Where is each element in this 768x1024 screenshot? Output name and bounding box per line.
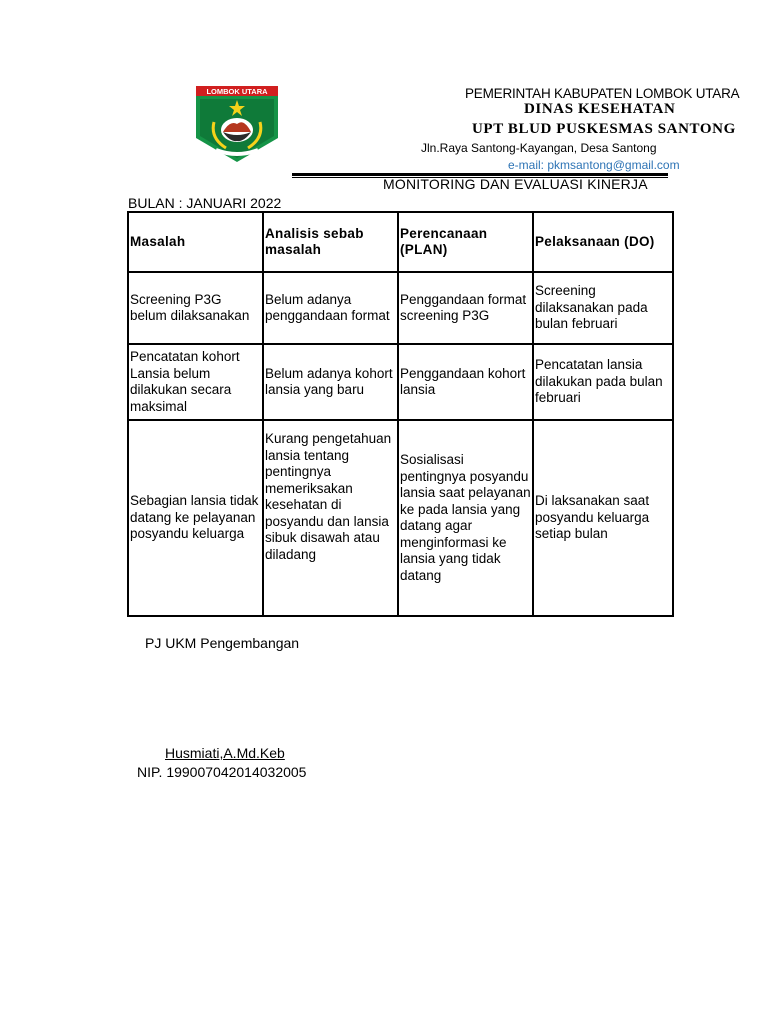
table-cell: Sosialisasi pentingnya posyandu lansia saat pelayanan ke pada lansia yang datang agar menginformasi ke lansia yang tidak datang xyxy=(398,420,533,616)
logo-lettering: LOMBOK UTARA xyxy=(206,87,268,96)
table-cell: Sebagian lansia tidak datang ke pelayanan posyandu keluarga xyxy=(128,420,263,616)
header-analisis: Analisis sebab masalah xyxy=(263,212,398,272)
table-row xyxy=(128,272,673,344)
signatory-nip: NIP. 199007042014032005 xyxy=(137,764,307,780)
lombok-utara-emblem-icon xyxy=(196,86,278,162)
signatory-role: PJ UKM Pengembangan xyxy=(145,635,300,651)
table-cell: Pencatatan kohort Lansia belum dilakukan secara maksimal xyxy=(128,344,263,420)
signatory-name: Husmiati,A.Md.Keb xyxy=(165,745,285,761)
email: e-mail: pkmsantong@gmail.com xyxy=(508,158,680,172)
government-name: PEMERINTAH KABUPATEN LOMBOK UTARA xyxy=(465,86,740,101)
monitoring-table xyxy=(127,211,674,617)
document-title: MONITORING DAN EVALUASI KINERJA xyxy=(383,176,648,192)
unit-name: UPT BLUD PUSKESMAS SANTONG xyxy=(472,121,736,137)
table-cell: Screening dilaksanakan pada bulan februari xyxy=(533,272,673,344)
table-cell: Belum adanya kohort lansia yang baru xyxy=(263,344,398,420)
table-cell: Pencatatan lansia dilakukan pada bulan februari xyxy=(533,344,673,420)
table-row xyxy=(128,344,673,420)
address: Jln.Raya Santong-Kayangan, Desa Santong xyxy=(421,141,657,155)
table-cell: Di laksanakan saat posyandu keluarga setiap bulan xyxy=(533,420,673,616)
table-header-row xyxy=(128,212,673,272)
table-row xyxy=(128,420,673,616)
table-cell: Kurang pengetahuan lansia tentang pentingnya memeriksakan kesehatan di posyandu dan lansia sibuk disawah atau diladang xyxy=(263,420,398,616)
monitoring-table-wrapper xyxy=(127,211,668,617)
table-cell: Penggandaan format screening P3G xyxy=(398,272,533,344)
header-masalah: Masalah xyxy=(128,212,263,272)
table-cell: Penggandaan kohort lansia xyxy=(398,344,533,420)
header-pelaksanaan: Pelaksanaan (DO) xyxy=(533,212,673,272)
table-cell: Belum adanya penggandaan format xyxy=(263,272,398,344)
report-period: BULAN : JANUARI 2022 xyxy=(128,195,282,211)
table-cell: Screening P3G belum dilaksanakan xyxy=(128,272,263,344)
department-name: DINAS KESEHATAN xyxy=(524,101,676,117)
header-perencanaan: Perencanaan (PLAN) xyxy=(398,212,533,272)
